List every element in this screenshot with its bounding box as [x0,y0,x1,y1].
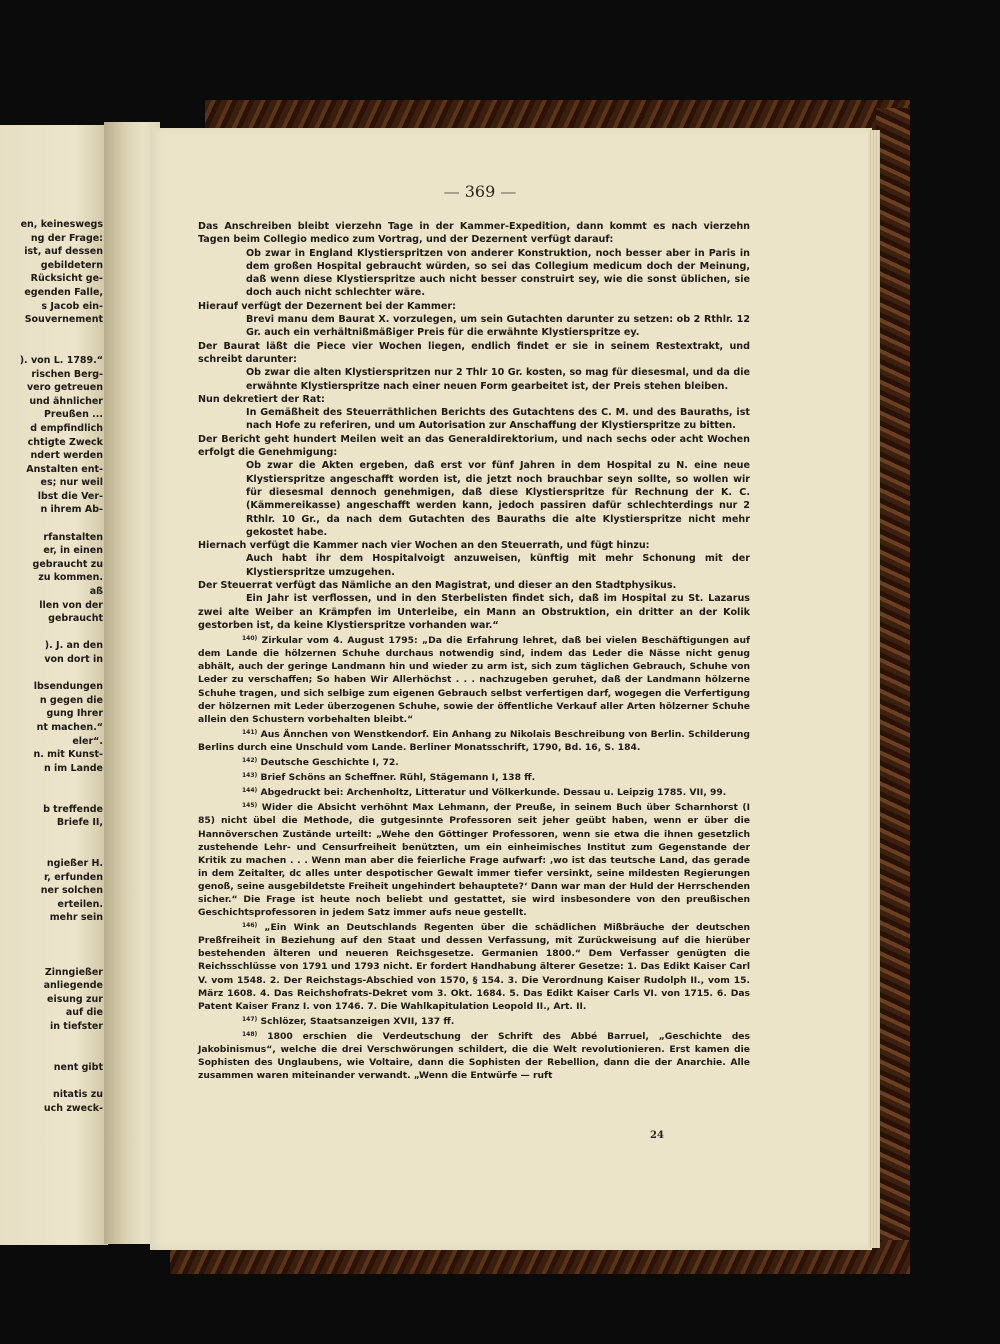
body-paragraph: Nun dekretiert der Rat: [198,393,325,405]
left-page-line: n gegen die [39,694,103,706]
signature-mark: 24 [650,1130,664,1141]
left-page-line: nent gibt [53,1061,103,1073]
left-page-line: ). von L. 1789.“ [19,354,103,366]
footnote-text: Abgedruckt bei: Archenholtz, Litteratur und Völkerkunde. Dessau u. Leipzig 1785. VII, 99. [257,787,727,799]
quoted-paragraph: Ob zwar die Akten ergeben, daß erst vor fünf Jahren in dem Hospital zu N. eine neue Klystierspritze angeschafft worden ist, die jetzt noch brauchbar seyn sollte, so wollen wir für diesesmal dennoch genehmigen, daß diese Klystierspritze für Rechnung der K. C. (Kämmereikasse) angeschafft werden kann, jedoch passiren dafür schlechterdings nur 2 Rthlr. 10 Gr., da nach dem Gutachten des Bauraths die alte Klystierspritze nicht mehr gekostet habe. [246,460,750,538]
left-page-line: d empfindlich [30,422,103,434]
left-page-line: b treffende [43,803,103,815]
left-page-line: s Jacob ein- [41,300,103,312]
left-page-line [0,789,104,803]
quoted-paragraph: Ob zwar in England Klystierspritzen von anderer Konstruktion, noch besser aber in Paris in dem großen Hospital gebraucht würden, so sei das Collegium medicum doch der Meinung, daß wenn diese Klystierspritze auch nicht besser construirt sey, wie die sonst üblichen, sie doch auch nicht schlechter wäre. [246,247,750,299]
main-text-block [198,220,750,1082]
footnote-text: Deutsche Geschichte I, 72. [257,757,399,769]
footnote-number: 144) [242,787,258,795]
left-page-line: auf die [65,1007,103,1019]
quoted-paragraph: Auch habt ihr dem Hospitalvoigt anzuweisen, künftig mit mehr Schonung mit der Klystierspritze umzugehen. [246,553,750,578]
left-page-line [0,843,104,857]
left-page-line [0,1034,104,1048]
left-page-line [0,667,104,681]
footnote-text: Schlözer, Staatsanzeigen XVII, 137 ff. [257,1015,455,1027]
left-page-line: erteilen. [57,898,103,910]
left-page-line: es; nur weil [40,477,103,489]
left-page-line: en, keineswegs [20,219,103,230]
left-page-line: rischen Berg- [31,368,103,380]
left-page-line: chtigte Zweck [27,436,103,448]
left-page-line [0,517,104,531]
left-page-line: gung Ihrer [46,708,103,720]
left-page-line: nt machen.“ [36,721,103,733]
left-page-line [0,327,104,341]
left-page-line [0,1047,104,1061]
left-page-line: gebraucht [48,613,103,625]
left-page-line: lbsendungen [33,681,103,693]
footnote [198,769,750,784]
body-paragraph: Der Bericht geht hundert Meilen weit an das Generaldirektorium, und nach sechs oder acht Wochen erfolgt die Genehmigung: [198,433,750,459]
left-page-line: eisung zur [47,993,103,1005]
left-page-line [0,626,104,640]
quoted-paragraph: In Gemäßheit des Steuerräthlichen Berichts des Gutachtens des C. M. und des Bauraths, ist nach Hofe zu referiren, und um Autorisation zur Anschaffung der Klystierspritze zu bitten. [246,407,750,432]
left-page-line: n ihrem Ab- [40,504,103,516]
quoted-paragraph: Ob zwar die alten Klystierspritzen nur 2 Thlr 10 Gr. kosten, so mag für diesesmal, und da die erwähnte Klystierspritze nach einer neuen Form gearbeitet ist, der Preis stehen bleiben. [246,367,750,392]
body-paragraph: Der Baurat läßt die Piece vier Wochen liegen, endlich findet er sie in seinem Restextrakt, und schreibt darunter: [198,340,750,365]
left-page-line: n im Lande [43,762,103,774]
footnote-number: 141) [242,728,258,736]
footnote-number: 143) [242,772,258,780]
left-page-line: gebildetern [40,259,103,271]
left-page-line: mehr sein [49,912,103,924]
left-page-line [0,830,104,844]
left-page-line: ). J. an den [44,640,103,652]
left-page-line: eler“. [72,735,103,747]
footnote [198,919,750,1013]
footnote [198,1028,750,1082]
footnote-number: 145) [242,802,258,810]
footnote [198,726,750,754]
page-number [430,182,530,201]
folio-number: 369 [464,182,496,201]
footnote-text: „Ein Wink an Deutschlands Regenten über die schädlichen Mißbräuche der deutschen Preßfreiheit in Beziehung auf den Staat und dessen Verfassung, mit Zurückweisung auf die hierüber bestehenden älteren und neueren Reichsgesetze. Germanien 1800.“ Dem Verfasser genügten die Reichsschlüsse von 1791 und 1793 nicht. Er fordert Handhabung älterer Gesetze: 1. Das Edikt Kaiser Carl V. vom 1548. 2. Der Reichstags-Abschied von 1570, § 154. 3. Die Verordnung Kaiser Rudolph II., vom 15. März 1608. 4. Das Reichshofrats-Dekret vom 3. Okt. 1684. 5. Das Edikt Kaiser Carls VI. von 1715. 6. Das Patent Kaiser Franz I. von 1746. 7. Die Wahlkapitulation Leopold II., Art. II. [198,922,750,1012]
folio-dash-left: — [443,182,460,201]
footnote-number: 146) [242,922,258,930]
left-page-line [0,1074,104,1088]
footnote-text: 1800 erschien die Verdeutschung der Schrift des Abbé Barruel, „Geschichte des Jakobinismus“, welche die drei Verschwörungen schildert, die die Welt revolutionieren. Erst kamen die Sophisten des Unglaubens, wie Voltaire, dann die Sophisten der Rebellion, dann die der Anarchie. Alle zusammen waren miteinander verwandt. „Wenn die Entwürfe — ruft [198,1030,750,1082]
footnote [198,754,750,769]
left-page-line: ist, auf dessen [24,246,103,258]
body-paragraph: Hiernach verfügt die Kammer nach vier Wochen an den Steuerrath, und fügt hinzu: [198,540,650,552]
left-page-line: rfanstalten [43,531,103,543]
left-page-line: vero getreuen [26,382,103,394]
left-page-line: und ähnlicher [29,395,103,407]
footnote-number: 147) [242,1015,258,1023]
left-page-line: aß [89,586,103,598]
left-page-line: Anstalten ent- [26,463,103,475]
left-page-line [0,340,104,354]
page-edges [868,130,880,1248]
left-page-line: er, in einen [43,545,103,557]
left-page-line: llen von der [39,599,103,611]
footnote-text: Brief Schöns an Scheffner. Rühl, Stägemann I, 138 ff. [257,772,536,784]
left-page-line: ngießer H. [46,857,103,869]
footnote-text: Wider die Absicht verhöhnt Max Lehmann, der Preuße, in seinem Buch über Scharnhorst (I 85) nicht übel die Methode, die gutgesinnte Professoren seit jeher geübt haben, wenn er über die Hannöverschen Zustände urteilt: „Wehe den Göttinger Professoren, wenn sie etwa die ihnen gesetzlich zustehende Lehr- und Censurfreiheit benützten, um ein einheimisches Institut zum Gegenstande der Kritik zu machen . . . Wenn man aber die feierliche Frage aufwarf: ‚wo ist das teutsche Land, das gerade in dem Zeitalter, dc alles unter despotischer Gewalt immer tiefer versinkt, seine mildesten Regierungen genoß, seine ausgebildetste Freiheit ungehindert behauptete?‘ Dann war man der Huld der Herrschenden sicher.“ Die Frage ist heute noch beliebt und gestattet, sie wird insbesondere von den preußischen Geschichtsprofessoren in jedem Satz immer aufs neue gestellt. [198,802,750,919]
left-page-line [0,938,104,952]
left-page-line: in tiefster [49,1021,103,1033]
footnote [198,784,750,799]
left-page-line: n. mit Kunst- [33,749,103,761]
left-page-line: Briefe II, [56,817,103,829]
footnote-number: 140) [242,635,258,643]
book-cover-right [876,108,910,1268]
left-page-line: ndert werden [30,450,103,462]
body-paragraph: Hierauf verfügt der Dezernent bei der Kammer: [198,300,456,312]
left-page-line [0,952,104,966]
left-page-line [0,925,104,939]
left-page-line: Preußen ... [43,409,103,421]
folio-dash-right: — [500,182,517,201]
left-page-line: nitatis zu [52,1089,103,1100]
footnote-number: 142) [242,757,258,765]
left-page-line: Zinngießer [44,966,103,978]
left-page-line: ng der Frage: [30,232,103,244]
left-page-text [0,218,104,1115]
left-page-line: lbst die Ver- [37,490,103,502]
left-page-line: anliegende [43,980,103,992]
left-page-line: Souvernement [24,314,103,326]
left-page-line: uch zweck- [43,1102,103,1114]
left-page-line [0,775,104,789]
footnote-text: Aus Ännchen von Wenstkendorf. Ein Anhang zu Nikolais Beschreibung von Berlin. Schilderung Berlins durch eine Unschuld vom Lande. Berliner Monatsschrift, 1790, Bd. 16, S. 184. [198,728,750,753]
footnote-text: Zirkular vom 4. August 1795: „Da die Erfahrung lehret, daß bei vielen Beschäftigungen auf dem Lande die hölzernen Schuhe durchaus notwendig sind, indem das Leder die Nässe nicht genug abhält, auch der geringe Landmann hin und wieder zu arm ist, sich zum täglichen Gebrauch, Schuhe von Leder zu verschaffen; So haben Wir Allerhöchst . . . nachzugeben geruhet, daß der Landmann hölzerne Schuhe tragen, und sich selbige zum eigenen Gebrauch selbst verfertigen darf, wogegen die Verfertigung der hölzernen mit Leder überzogenen Schuhe, sowie der öffentliche Verkauf aller Arten hölzerner Schuhe allein den Schustern vorbehalten bleibt.“ [198,635,750,725]
body-paragraph: Das Anschreiben bleibt vierzehn Tage in der Kammer-Expedition, dann kommt es nach vierzehn Tagen beim Collegio medico zum Vortrag, und der Dezernent verfügt darauf: [198,221,750,246]
left-page-line: gebraucht zu [32,558,103,570]
left-page-line: von dort in [44,654,103,665]
footnote-number: 148) [242,1030,258,1038]
footnote [198,799,750,919]
footnote [198,1013,750,1028]
quoted-paragraph: Brevi manu dem Baurat X. vorzulegen, um sein Gutachten darunter zu setzen: ob 2 Rthlr. 12 Gr. auch ein verhältnißmäßiger Preis für die erwähnte Klystierspritze ey. [246,314,750,339]
body-paragraph: Der Steuerrat verfügt das Nämliche an den Magistrat, und dieser an den Stadtphysikus. [198,580,677,592]
body-paragraph: Ein Jahr ist verflossen, und in den Sterbelisten findet sich, daß im Hospital zu St. Lazarus zwei alte Weiber an Krämpfen im Unterleibe, ein Mann an Obstruktion, ein dritter an der Kolik gestorben ist, da keine Klystierspritze vorhanden war.“ [198,593,750,631]
footnote [198,632,750,726]
left-page-line: r, erfunden [44,871,103,883]
left-page-line: egenden Falle, [24,286,103,298]
left-page-line: ner solchen [40,885,103,897]
left-page-line: Rücksicht ge- [30,273,103,285]
left-page-line: zu kommen. [38,572,103,584]
